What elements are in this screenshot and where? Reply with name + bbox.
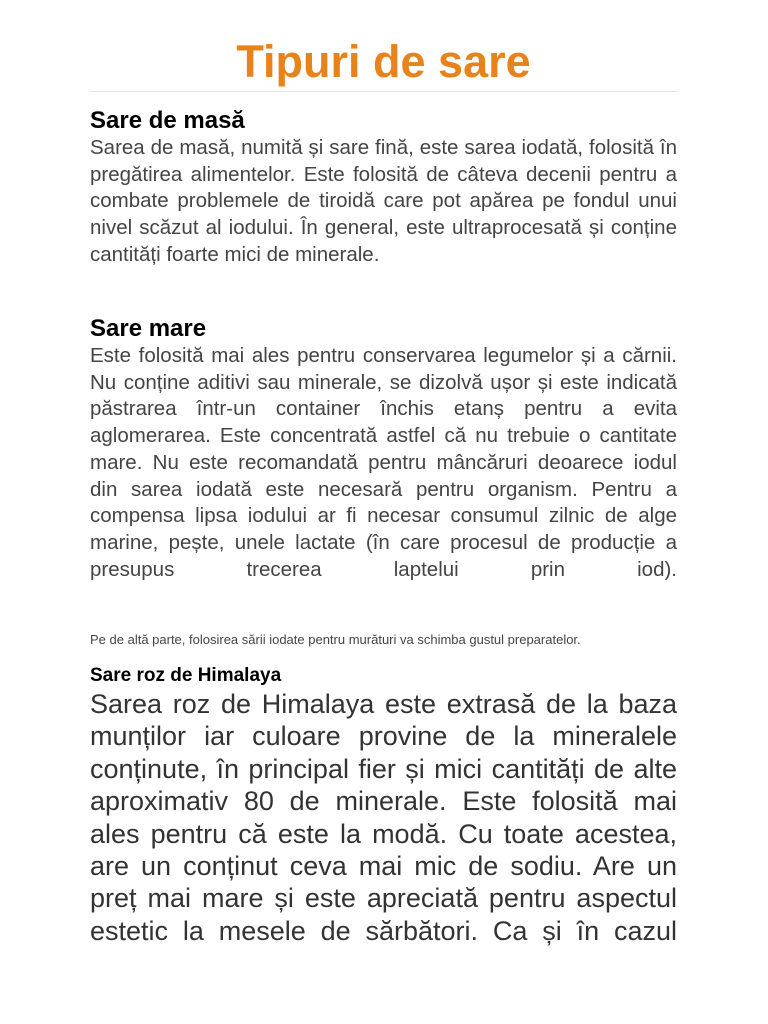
section-coarse-salt — [90, 315, 677, 583]
section-heading-himalayan-salt: Sare roz de Himalaya — [90, 665, 282, 686]
section-note-text: Pe de altă parte, folosirea sării iodate pentru murături va schimba gustul preparatelor. — [90, 632, 581, 647]
section-heading-coarse-salt: Sare mare — [90, 315, 207, 342]
title-divider — [90, 91, 677, 92]
section-table-salt — [90, 107, 677, 269]
section-himalayan-salt — [90, 664, 677, 947]
section-text-coarse-salt: Este folosită mai ales pentru conservarea legumelor și a cărnii. Nu conține aditivi sau minerale, se dizolvă ușor și este indicată păstrarea într-un container închis etanș pentru a evita aglomerarea. Este concentrată astfel că nu trebuie o cantitate mare. Nu este recomandată pentru mâncăruri deoarece iodul din sarea iodată este necesară pentru organism. Pentru a compensa lipsa iodului ar fi necesar consumul zilnic de alge marine, pește, unele lactate (în care procesul de producție a presupus trecerea laptelui prin iod). — [90, 344, 677, 581]
section-heading-table-salt: Sare de masă — [90, 107, 245, 134]
section-text-himalayan-salt: Sarea roz de Himalaya este extrasă de la baza munților iar culoare provine de la mineralele conținute, în principal fier și mici cantități de alte aproximativ 80 de minerale. Este folosită mai ales pentru că este la modă. Cu toate acestea, are un conținut ceva mai mic de sodiu. Are un preț mai mare și este apreciată pentru aspectul estetic la mesele de sărbători. Ca și în cazul — [90, 689, 677, 946]
document-page — [90, 0, 677, 946]
section-note — [90, 631, 677, 649]
section-text-table-salt: Sarea de masă, numită și sare fină, este sarea iodată, folosită în pregătirea alimentelor. Este folosită de câteva decenii pentru a combate problemele de tiroidă care pot apărea pe fondul unui nivel scăzut al iodului. În general, este ultraprocesată și conține cantități foarte mici de minerale. — [90, 136, 677, 266]
page-title: Tipuri de sare — [236, 36, 531, 87]
